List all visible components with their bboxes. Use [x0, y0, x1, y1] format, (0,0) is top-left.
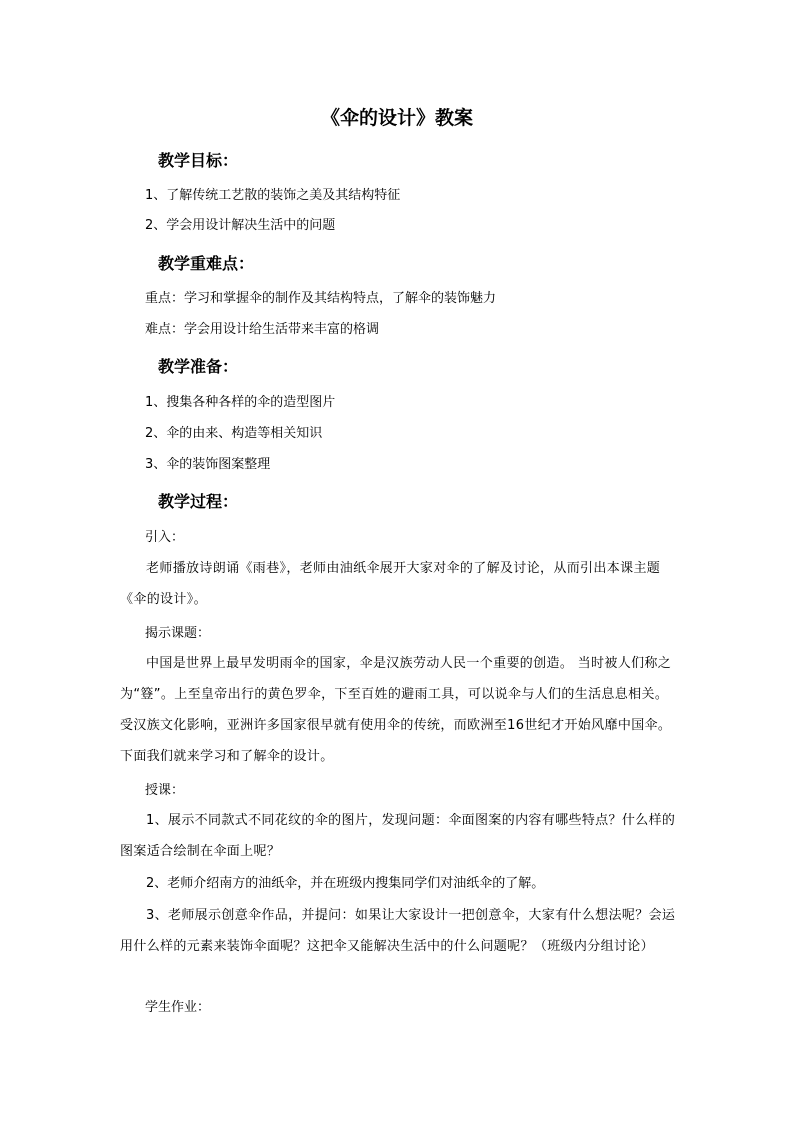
- document-title: 《伞的设计》教案: [320, 107, 473, 129]
- key-point-item-2: 难点：学会用设计给生活带来丰富的格调: [145, 322, 380, 337]
- lecture-item-2: 2、老师介绍南方的油纸伞，并在班级内搜集同学们对油纸伞的了解。: [146, 876, 545, 891]
- topic-label: 揭示课题：: [145, 626, 211, 641]
- lecture-item-3: 3、老师展示创意伞作品，并提问：如果让大家设计一把创意伞，大家有什么想法呢？会运用什么样的元素来装饰伞面呢？这把伞又能解决生活中的什么问题呢？（班级内分组讨论）: [120, 908, 676, 954]
- process-heading: 教学过程：: [158, 492, 239, 511]
- preparation-item-3: 3、伞的装饰图案整理: [145, 457, 271, 472]
- objectives-heading: 教学目标：: [158, 151, 239, 170]
- key-point-item-1: 重点：学习和掌握伞的制作及其结构特点，了解伞的装饰魅力: [145, 291, 497, 306]
- intro-label: 引入：: [145, 530, 185, 545]
- topic-paragraph: 中国是世界上最早发明雨伞的国家，伞是汉族劳动人民一个重要的创造。 当时被人们称之为“簦”。上至皇帝出行的黄色罗伞，下至百姓的避雨工具，可以说伞与人们的生活息息相关。受汉族文化影响，亚洲许多国家很早就有使用伞的传统，而欧洲至16世纪才开始风靡中国伞。下面我们就来学习和了解伞的设计。: [120, 656, 672, 764]
- homework-label: 学生作业：: [145, 1000, 211, 1015]
- intro-paragraph: 老师播放诗朗诵《雨巷》，老师由油纸伞展开大家对伞的了解及讨论，从而引出本课主题《伞的设计》。: [120, 561, 661, 607]
- preparation-heading: 教学准备：: [158, 357, 239, 376]
- preparation-item-2: 2、伞的由来、构造等相关知识: [145, 426, 323, 441]
- preparation-item-1: 1、搜集各种各样的伞的造型图片: [145, 395, 336, 410]
- objective-item-1: 1、了解传统工艺散的装饰之美及其结构特征: [145, 188, 401, 203]
- objective-item-2: 2、学会用设计解决生活中的问题: [145, 218, 336, 233]
- key-points-heading: 教学重难点：: [158, 254, 255, 273]
- lecture-item-1: 1、展示不同款式不同花纹的伞的图片，发现问题：伞面图案的内容有哪些特点？什么样的图案适合绘制在伞面上呢？: [120, 813, 676, 859]
- lecture-label: 授课：: [145, 783, 185, 798]
